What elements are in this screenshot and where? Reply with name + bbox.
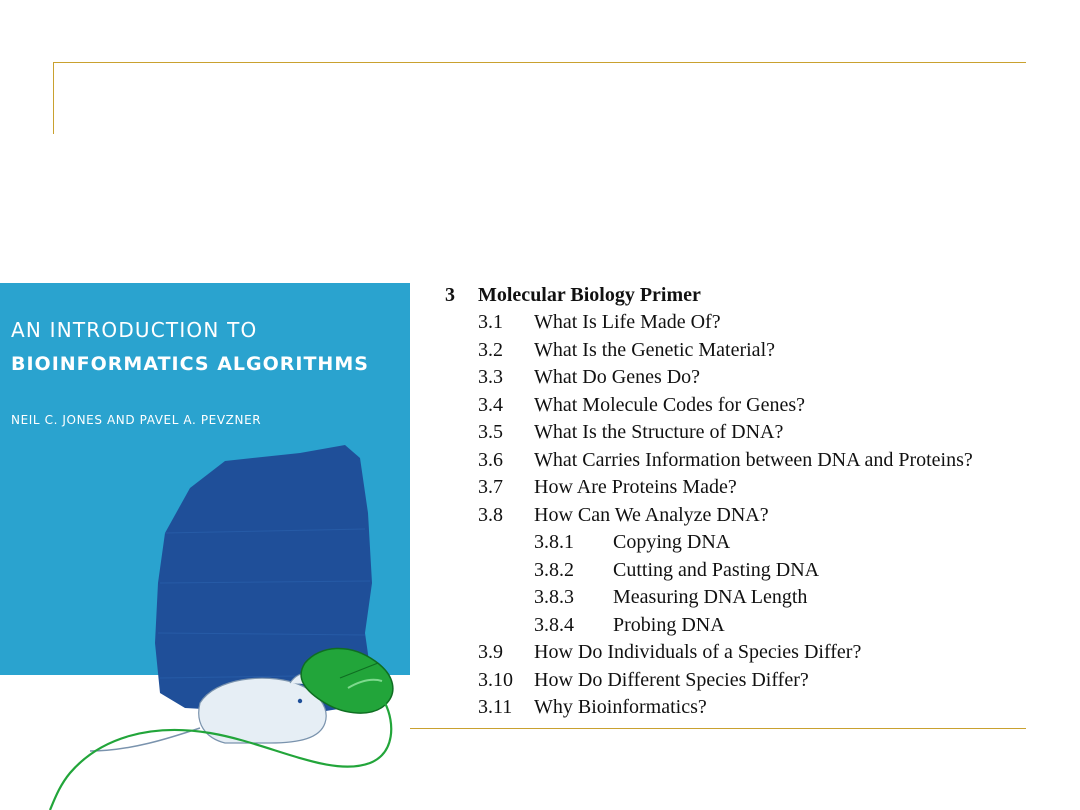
- toc-item-number: 3.3: [478, 366, 503, 388]
- toc-item-number: 3.2: [478, 338, 503, 361]
- toc-item-number: 3.6: [478, 448, 503, 471]
- toc-chapter-title: Molecular Biology Primer: [478, 284, 701, 306]
- toc-item-number: 3.1: [478, 311, 503, 333]
- toc-subitem-number: 3.8.3: [534, 586, 574, 608]
- toc-item-title: What Is Life Made Of?: [534, 311, 721, 333]
- book-cover: [0, 283, 410, 810]
- toc-item-title: How Do Individuals of a Species Differ?: [534, 641, 862, 663]
- toc-subitem-title: Probing DNA: [613, 613, 725, 636]
- toc-item-title: Why Bioinformatics?: [534, 696, 707, 718]
- toc-item-title: How Can We Analyze DNA?: [534, 503, 769, 526]
- toc-item-number: 3.10: [478, 668, 513, 691]
- toc-item-title: What Do Genes Do?: [534, 366, 701, 388]
- toc-subitem-number: 3.8.2: [534, 558, 574, 581]
- toc-item-number: 3.11: [478, 696, 513, 718]
- toc-subitem-number: 3.8.1: [534, 531, 574, 553]
- toc-item-number: 3.5: [478, 421, 503, 443]
- toc-item-number: 3.7: [478, 476, 503, 498]
- toc-item-number: 3.4: [478, 393, 503, 416]
- toc-subitem-title: Cutting and Pasting DNA: [613, 558, 820, 581]
- toc-subitem-title: Measuring DNA Length: [613, 586, 808, 608]
- toc-item-title: What Is the Genetic Material?: [534, 338, 775, 361]
- toc-item-title: How Do Different Species Differ?: [534, 668, 809, 691]
- cover-authors: NEIL C. JONES AND PAVEL A. PEVZNER: [11, 413, 262, 427]
- top-rule: [53, 62, 1026, 63]
- bottom-rule: [410, 728, 1026, 729]
- toc-chapter-number: 3: [445, 284, 455, 306]
- toc-item-title: What Molecule Codes for Genes?: [534, 393, 806, 416]
- toc-item-number: 3.9: [478, 641, 503, 663]
- toc-subitem-number: 3.8.4: [534, 613, 574, 636]
- toc-item-title: What Carries Information between DNA and Proteins?: [534, 448, 973, 471]
- cover-title-line2: BIOINFORMATICS ALGORITHMS: [11, 353, 369, 375]
- cover-title-line1: AN INTRODUCTION TO: [11, 318, 258, 342]
- toc-item-title: What Is the Structure of DNA?: [534, 421, 784, 443]
- toc-item-title: How Are Proteins Made?: [534, 476, 737, 498]
- left-rule: [53, 62, 54, 134]
- toc-subitem-title: Copying DNA: [613, 531, 731, 553]
- toc-item-number: 3.8: [478, 503, 503, 526]
